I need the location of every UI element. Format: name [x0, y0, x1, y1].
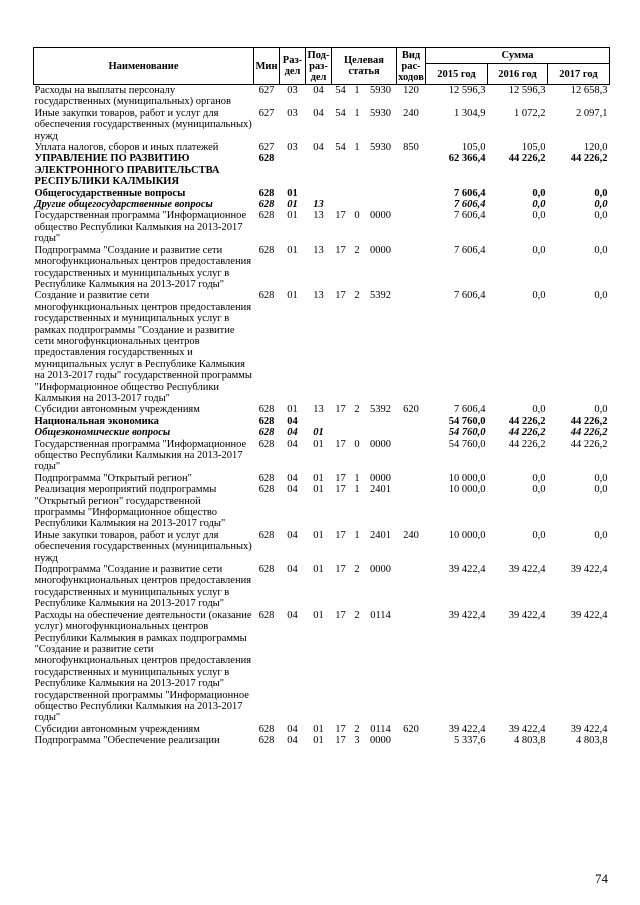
sum-2015: 39 422,4 — [448, 564, 486, 576]
table-row — [34, 484, 610, 530]
sum-2017: 44 226,2 — [570, 415, 608, 427]
target-article-code: 0000 — [370, 735, 391, 747]
sum-2017: 0,0 — [594, 404, 608, 416]
target-article-code: 5930 — [370, 85, 391, 96]
sum-2015: 7 606,4 — [454, 290, 486, 302]
sum-2017: 0,0 — [594, 472, 608, 484]
row-name: Подпрограмма "Создание и развитие сети многофункциональных центров предоставления государственных и муниципальных услуг в Республике Калмыкия на 2013-2017 годы" — [34, 564, 252, 610]
header-vid: Вид рас-ходов — [398, 49, 424, 83]
razdel-code: 04 — [287, 415, 298, 427]
target-article-subprogram: 1 — [354, 85, 360, 96]
target-article-program — [332, 153, 350, 187]
budget-document — [33, 47, 609, 747]
podrazdel-code — [306, 153, 332, 187]
sum-2015: 10 000,0 — [448, 472, 486, 484]
expense-type-code — [397, 439, 426, 473]
sum-2016: 0,0 — [532, 404, 546, 416]
sum-2016: 39 422,4 — [508, 564, 546, 576]
target-article-subprogram: 2 — [354, 609, 360, 621]
expense-type-code — [397, 290, 426, 404]
target-article-code: 0000 — [370, 244, 391, 256]
expense-type-code: 120 — [403, 85, 419, 96]
sum-2017: 44 226,2 — [570, 438, 608, 450]
min-code: 628 — [258, 564, 275, 576]
razdel-code: 04 — [287, 564, 298, 576]
table-row — [34, 564, 610, 610]
target-article-program: 54 — [335, 142, 346, 154]
expense-type-code — [397, 416, 426, 427]
expense-type-code: 620 — [403, 404, 419, 416]
sum-2016: 0,0 — [532, 244, 546, 256]
podrazdel-code: 13 — [313, 210, 324, 222]
row-name: Общегосударственные вопросы — [34, 187, 186, 199]
target-article-code: 5930 — [370, 107, 391, 119]
min-code: 628 — [258, 735, 275, 747]
min-code: 628 — [258, 210, 275, 222]
expense-type-code: 240 — [403, 107, 419, 119]
sum-2017: 4 803,8 — [576, 735, 608, 747]
table-row — [34, 735, 610, 746]
razdel-code: 04 — [287, 472, 298, 484]
sum-2015: 39 422,4 — [448, 723, 486, 735]
min-code: 628 — [258, 438, 275, 450]
expense-type-code — [397, 153, 426, 187]
target-article-program — [332, 427, 350, 438]
min-code: 628 — [258, 199, 275, 211]
sum-2015: 12 596,3 — [448, 85, 486, 96]
target-article-subprogram — [350, 153, 365, 187]
podrazdel-code: 01 — [313, 564, 324, 576]
row-name: Национальная экономика — [34, 415, 159, 427]
sum-2016: 0,0 — [532, 210, 546, 222]
razdel-code: 01 — [287, 199, 298, 211]
expense-type-code: 620 — [403, 723, 419, 735]
table-row — [34, 427, 610, 438]
expense-type-code — [397, 199, 426, 210]
expense-type-code — [397, 427, 426, 438]
min-code: 628 — [258, 290, 275, 302]
table-row — [34, 724, 610, 735]
sum-2017: 0,0 — [594, 210, 608, 222]
expense-type-code — [397, 210, 426, 244]
target-article-subprogram: 1 — [354, 142, 360, 154]
row-name: Другие общегосударственные вопросы — [34, 199, 213, 211]
target-article-subprogram: 1 — [354, 484, 360, 496]
row-name: Создание и развитие сети многофункциональных центров предоставления государственных и муниципальных услуг в рамках подпрограммы "Создание и развитие сети многофункциональных центров предоставления государственных и муниципальных услуг в Республике Калмыкия на 2013-2017 годы" государственной программы "Информационное общество Республики Калмыкия на 2013-2017 годы" — [34, 290, 252, 404]
sum-2016: 4 803,8 — [514, 735, 546, 747]
target-article-subprogram: 1 — [354, 529, 360, 541]
sum-2015: 62 366,4 — [448, 153, 486, 165]
expense-type-code — [397, 610, 426, 724]
sum-2016: 44 226,2 — [508, 415, 546, 427]
sum-2017: 39 422,4 — [570, 564, 608, 576]
target-article-code: 2401 — [370, 484, 391, 496]
min-code: 628 — [258, 415, 275, 427]
podrazdel-code: 01 — [313, 438, 324, 450]
min-code: 628 — [258, 529, 275, 541]
podrazdel-code: 01 — [313, 735, 324, 747]
sum-2017: 0,0 — [594, 290, 608, 302]
header-podrazdel: Под-раз-дел — [306, 48, 332, 85]
target-article-subprogram — [350, 188, 365, 199]
sum-2015: 54 760,0 — [448, 415, 486, 427]
target-article-subprogram — [350, 427, 365, 438]
table-row — [34, 108, 610, 142]
min-code: 628 — [258, 472, 275, 484]
row-name: Подпрограмма "Открытый регион" — [34, 472, 192, 484]
expense-type-code — [397, 245, 426, 291]
target-article-subprogram: 1 — [354, 107, 360, 119]
podrazdel-code: 01 — [313, 472, 324, 484]
table-row — [34, 404, 610, 415]
budget-table — [33, 47, 610, 747]
header-2016: 2016 год — [488, 64, 548, 85]
sum-2015: 39 422,4 — [448, 609, 486, 621]
table-row — [34, 142, 610, 153]
target-article-subprogram: 2 — [354, 290, 360, 302]
table-row — [34, 210, 610, 244]
row-name: Уплата налогов, сборов и иных платежей — [34, 142, 219, 154]
podrazdel-code: 13 — [313, 199, 324, 211]
razdel-code: 01 — [287, 244, 298, 256]
target-article-subprogram: 1 — [354, 472, 360, 484]
sum-2015: 7 606,4 — [454, 187, 486, 199]
min-code: 627 — [258, 85, 275, 96]
target-article-program — [332, 416, 350, 427]
row-name: Подпрограмма "Создание и развитие сети многофункциональных центров предоставления государственных и муниципальных услуг в Республике Калмыкия на 2013-2017 годы" — [34, 244, 252, 290]
target-article-program: 17 — [335, 723, 346, 735]
target-article-subprogram: 2 — [354, 404, 360, 416]
row-name: Расходы на выплаты персоналу государственных (муниципальных) органов — [34, 85, 232, 108]
sum-2017: 0,0 — [594, 199, 608, 211]
sum-2016: 39 422,4 — [508, 723, 546, 735]
sum-2015: 7 606,4 — [454, 210, 486, 222]
sum-2015: 10 000,0 — [448, 484, 486, 496]
header-sum: Сумма — [426, 48, 610, 64]
sum-2016: 0,0 — [532, 484, 546, 496]
row-name: Субсидии автономным учреждениям — [34, 723, 200, 735]
target-article-subprogram — [350, 199, 365, 210]
min-code: 627 — [258, 142, 275, 154]
table-row — [34, 439, 610, 473]
sum-2015: 1 304,9 — [454, 107, 486, 119]
target-article-code: 5392 — [370, 290, 391, 302]
podrazdel-code: 01 — [313, 427, 324, 439]
table-row — [34, 85, 610, 108]
sum-2016: 0,0 — [532, 290, 546, 302]
target-article-code: 0000 — [370, 438, 391, 450]
target-article-program — [332, 199, 350, 210]
podrazdel-code: 01 — [313, 723, 324, 735]
sum-2017: 44 226,2 — [570, 153, 608, 165]
sum-2016: 44 226,2 — [508, 153, 546, 165]
target-article-subprogram: 0 — [354, 210, 360, 222]
target-article-code — [365, 427, 397, 438]
target-article-subprogram — [350, 416, 365, 427]
sum-2015: 5 337,6 — [454, 735, 486, 747]
min-code: 628 — [258, 187, 275, 199]
razdel-code: 04 — [287, 529, 298, 541]
table-body — [34, 85, 610, 747]
min-code: 628 — [258, 244, 275, 256]
razdel-code: 04 — [287, 609, 298, 621]
podrazdel-code: 01 — [313, 484, 324, 496]
header-2015: 2015 год — [426, 64, 488, 85]
target-article-program: 17 — [335, 290, 346, 302]
podrazdel-code: 04 — [313, 107, 324, 119]
razdel-code: 03 — [287, 107, 298, 119]
row-name: Иные закупки товаров, работ и услуг для обеспечения государственных (муниципальных) нужд — [34, 107, 252, 142]
target-article-program: 17 — [335, 438, 346, 450]
row-name: Общеэкономические вопросы — [34, 427, 171, 439]
target-article-code: 0000 — [370, 472, 391, 484]
podrazdel-code: 04 — [313, 85, 324, 96]
expense-type-code — [397, 564, 426, 610]
sum-2015: 10 000,0 — [448, 529, 486, 541]
row-name: Подпрограмма "Обеспечение реализации — [34, 735, 220, 747]
sum-2015: 54 760,0 — [448, 427, 486, 439]
target-article-code — [365, 199, 397, 210]
target-article-program: 54 — [335, 107, 346, 119]
row-name: Государственная программа "Информационное общество Республики Калмыкия на 2013-2017 годы" — [34, 210, 247, 245]
target-article-code — [365, 153, 397, 187]
podrazdel-code: 01 — [313, 609, 324, 621]
target-article-program: 17 — [335, 472, 346, 484]
sum-2016: 12 596,3 — [508, 85, 546, 96]
min-code: 628 — [258, 153, 275, 165]
podrazdel-code: 13 — [313, 244, 324, 256]
target-article-program: 17 — [335, 609, 346, 621]
sum-2016: 1 072,2 — [514, 107, 546, 119]
table-row — [34, 416, 610, 427]
row-name: Иные закупки товаров, работ и услуг для обеспечения государственных (муниципальных) нужд — [34, 529, 252, 564]
table-row — [34, 245, 610, 291]
target-article-subprogram: 2 — [354, 564, 360, 576]
sum-2017: 12 658,3 — [570, 85, 608, 96]
sum-2017: 0,0 — [594, 187, 608, 199]
expense-type-code — [397, 735, 426, 746]
target-article-program — [332, 188, 350, 199]
min-code: 628 — [258, 427, 275, 439]
target-article-subprogram: 3 — [354, 735, 360, 747]
row-name: УПРАВЛЕНИЕ ПО РАЗВИТИЮ ЭЛЕКТРОННОГО ПРАВИТЕЛЬСТВА РЕСПУБЛИКИ КАЛМЫКИЯ — [34, 153, 220, 188]
sum-2017: 2 097,1 — [576, 107, 608, 119]
target-article-program: 17 — [335, 735, 346, 747]
sum-2017: 39 422,4 — [570, 723, 608, 735]
min-code: 628 — [258, 723, 275, 735]
sum-2016: 105,0 — [521, 142, 546, 154]
sum-2016: 0,0 — [532, 199, 546, 211]
sum-2017: 39 422,4 — [570, 609, 608, 621]
podrazdel-code — [306, 416, 332, 427]
razdel-code: 03 — [287, 85, 298, 96]
razdel-code: 04 — [287, 427, 298, 439]
razdel-code: 01 — [287, 187, 298, 199]
razdel-code: 04 — [287, 484, 298, 496]
razdel-code: 01 — [287, 290, 298, 302]
target-article-code — [365, 416, 397, 427]
table-row — [34, 188, 610, 199]
razdel-code: 01 — [287, 210, 298, 222]
table-row — [34, 473, 610, 484]
sum-2017: 0,0 — [594, 484, 608, 496]
sum-2015: 7 606,4 — [454, 244, 486, 256]
target-article-code: 2401 — [370, 529, 391, 541]
target-article-program: 17 — [335, 404, 346, 416]
target-article-program: 17 — [335, 210, 346, 222]
sum-2016: 0,0 — [532, 472, 546, 484]
header-razdel: Раз-дел — [280, 48, 306, 85]
sum-2015: 54 760,0 — [448, 438, 486, 450]
target-article-code: 0114 — [370, 609, 391, 621]
row-name: Реализация мероприятий подпрограммы "Открытый регион" государственной программы "Информационное общество Республики Калмыкия на 2013-2017 годы" — [34, 484, 226, 530]
podrazdel-code — [306, 188, 332, 199]
min-code: 628 — [258, 404, 275, 416]
sum-2016: 0,0 — [532, 529, 546, 541]
row-name: Субсидии автономным учреждениям — [34, 404, 200, 416]
min-code: 628 — [258, 609, 275, 621]
table-header — [34, 48, 610, 85]
sum-2017: 0,0 — [594, 244, 608, 256]
razdel-code: 01 — [287, 404, 298, 416]
sum-2017: 44 226,2 — [570, 427, 608, 439]
expense-type-code — [397, 473, 426, 484]
min-code: 627 — [258, 107, 275, 119]
table-row — [34, 153, 610, 187]
podrazdel-code: 13 — [313, 290, 324, 302]
target-article-code: 0000 — [370, 564, 391, 576]
sum-2015: 7 606,4 — [454, 199, 486, 211]
target-article-program: 54 — [335, 85, 346, 96]
target-article-code — [365, 188, 397, 199]
header-min: Мин — [254, 48, 280, 85]
sum-2016: 39 422,4 — [508, 609, 546, 621]
header-2017: 2017 год — [548, 64, 610, 85]
target-article-subprogram: 0 — [354, 438, 360, 450]
sum-2017: 120,0 — [583, 142, 608, 154]
page-number: 74 — [595, 871, 608, 886]
table-row — [34, 290, 610, 404]
target-article-code: 5930 — [370, 142, 391, 154]
razdel-code: 03 — [287, 142, 298, 154]
expense-type-code — [397, 188, 426, 199]
table-row — [34, 199, 610, 210]
target-article-subprogram: 2 — [354, 723, 360, 735]
podrazdel-code: 01 — [313, 529, 324, 541]
sum-2016: 44 226,2 — [508, 427, 546, 439]
podrazdel-code: 04 — [313, 142, 324, 154]
razdel-code: 04 — [287, 735, 298, 747]
razdel-code: 04 — [287, 438, 298, 450]
razdel-code: 04 — [287, 723, 298, 735]
razdel-code — [280, 153, 306, 187]
target-article-code: 0000 — [370, 210, 391, 222]
target-article-program: 17 — [335, 244, 346, 256]
table-row — [34, 530, 610, 564]
sum-2015: 105,0 — [461, 142, 486, 154]
sum-2016: 0,0 — [532, 187, 546, 199]
podrazdel-code: 13 — [313, 404, 324, 416]
target-article-program: 17 — [335, 484, 346, 496]
target-article-code: 5392 — [370, 404, 391, 416]
target-article-code: 0114 — [370, 723, 391, 735]
row-name: Государственная программа "Информационное общество Республики Калмыкия на 2013-2017 годы" — [34, 438, 247, 473]
expense-type-code: 240 — [403, 529, 419, 541]
target-article-subprogram: 2 — [354, 244, 360, 256]
sum-2016: 44 226,2 — [508, 438, 546, 450]
sum-2017: 0,0 — [594, 529, 608, 541]
target-article-program: 17 — [335, 529, 346, 541]
header-target-article: Целевая статья — [332, 48, 397, 85]
target-article-program: 17 — [335, 564, 346, 576]
header-name: Наименование — [34, 48, 254, 85]
sum-2015: 7 606,4 — [454, 404, 486, 416]
row-name: Расходы на обеспечение деятельности (оказание услуг) многофункциональных центров Республики Калмыкия в рамках подпрограммы "Создание и развитие сети многофункциональных центров предоставления государственных и муниципальных услуг в Республике Калмыкия на 2013-2017 годы" государственной программы "Информационное общество Республики Калмыкия на 2013-2017 годы" — [34, 609, 252, 724]
min-code: 628 — [258, 484, 275, 496]
expense-type-code — [397, 484, 426, 530]
expense-type-code: 850 — [403, 142, 419, 154]
table-row — [34, 610, 610, 724]
